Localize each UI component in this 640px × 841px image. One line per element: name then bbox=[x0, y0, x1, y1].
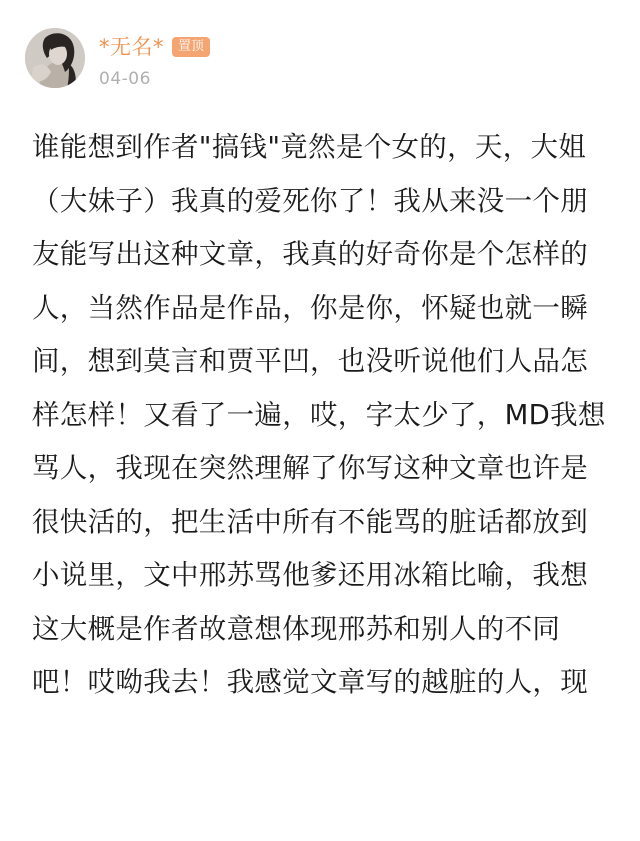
content-line: 友能写出这种文章，我真的好奇你是个怎样的 bbox=[32, 238, 588, 270]
author-name[interactable]: *无名* bbox=[99, 35, 164, 59]
content-line: 骂人，我现在突然理解了你写这种文章也许是 bbox=[32, 452, 588, 484]
post-content[interactable] bbox=[32, 121, 632, 710]
name-row bbox=[99, 30, 210, 64]
content-line: 吧！哎呦我去！我感觉文章写的越脏的人，现 bbox=[32, 666, 588, 698]
content-line: 人，当然作品是作品，你是你，怀疑也就一瞬 bbox=[32, 291, 588, 324]
content-line: 间，想到莫言和贾平凹，也没听说他们人品怎 bbox=[32, 345, 588, 377]
content-line: 这大概是作者故意想体现邢苏和别人的不同 bbox=[32, 612, 561, 645]
post-header bbox=[25, 28, 210, 92]
content-line: 很快活的，把生活中所有不能骂的脏话都放到 bbox=[32, 505, 588, 538]
author-meta bbox=[99, 28, 210, 90]
content-line: 小说里，文中邢苏骂他爹还用冰箱比喻，我想 bbox=[32, 559, 588, 591]
content-line: 谁能想到作者"搞钱"竟然是个女的，天，大姐 bbox=[32, 131, 587, 163]
content-line: 样怎样！又看了一遍，哎，字太少了，MD我想 bbox=[32, 398, 606, 431]
content-line: （大妹子）我真的爱死你了！我从来没一个朋 bbox=[32, 184, 588, 217]
avatar[interactable] bbox=[25, 28, 85, 88]
post-date: 04-06 bbox=[99, 69, 151, 89]
pinned-badge: 置顶 bbox=[172, 37, 210, 57]
avatar-image bbox=[25, 28, 85, 88]
